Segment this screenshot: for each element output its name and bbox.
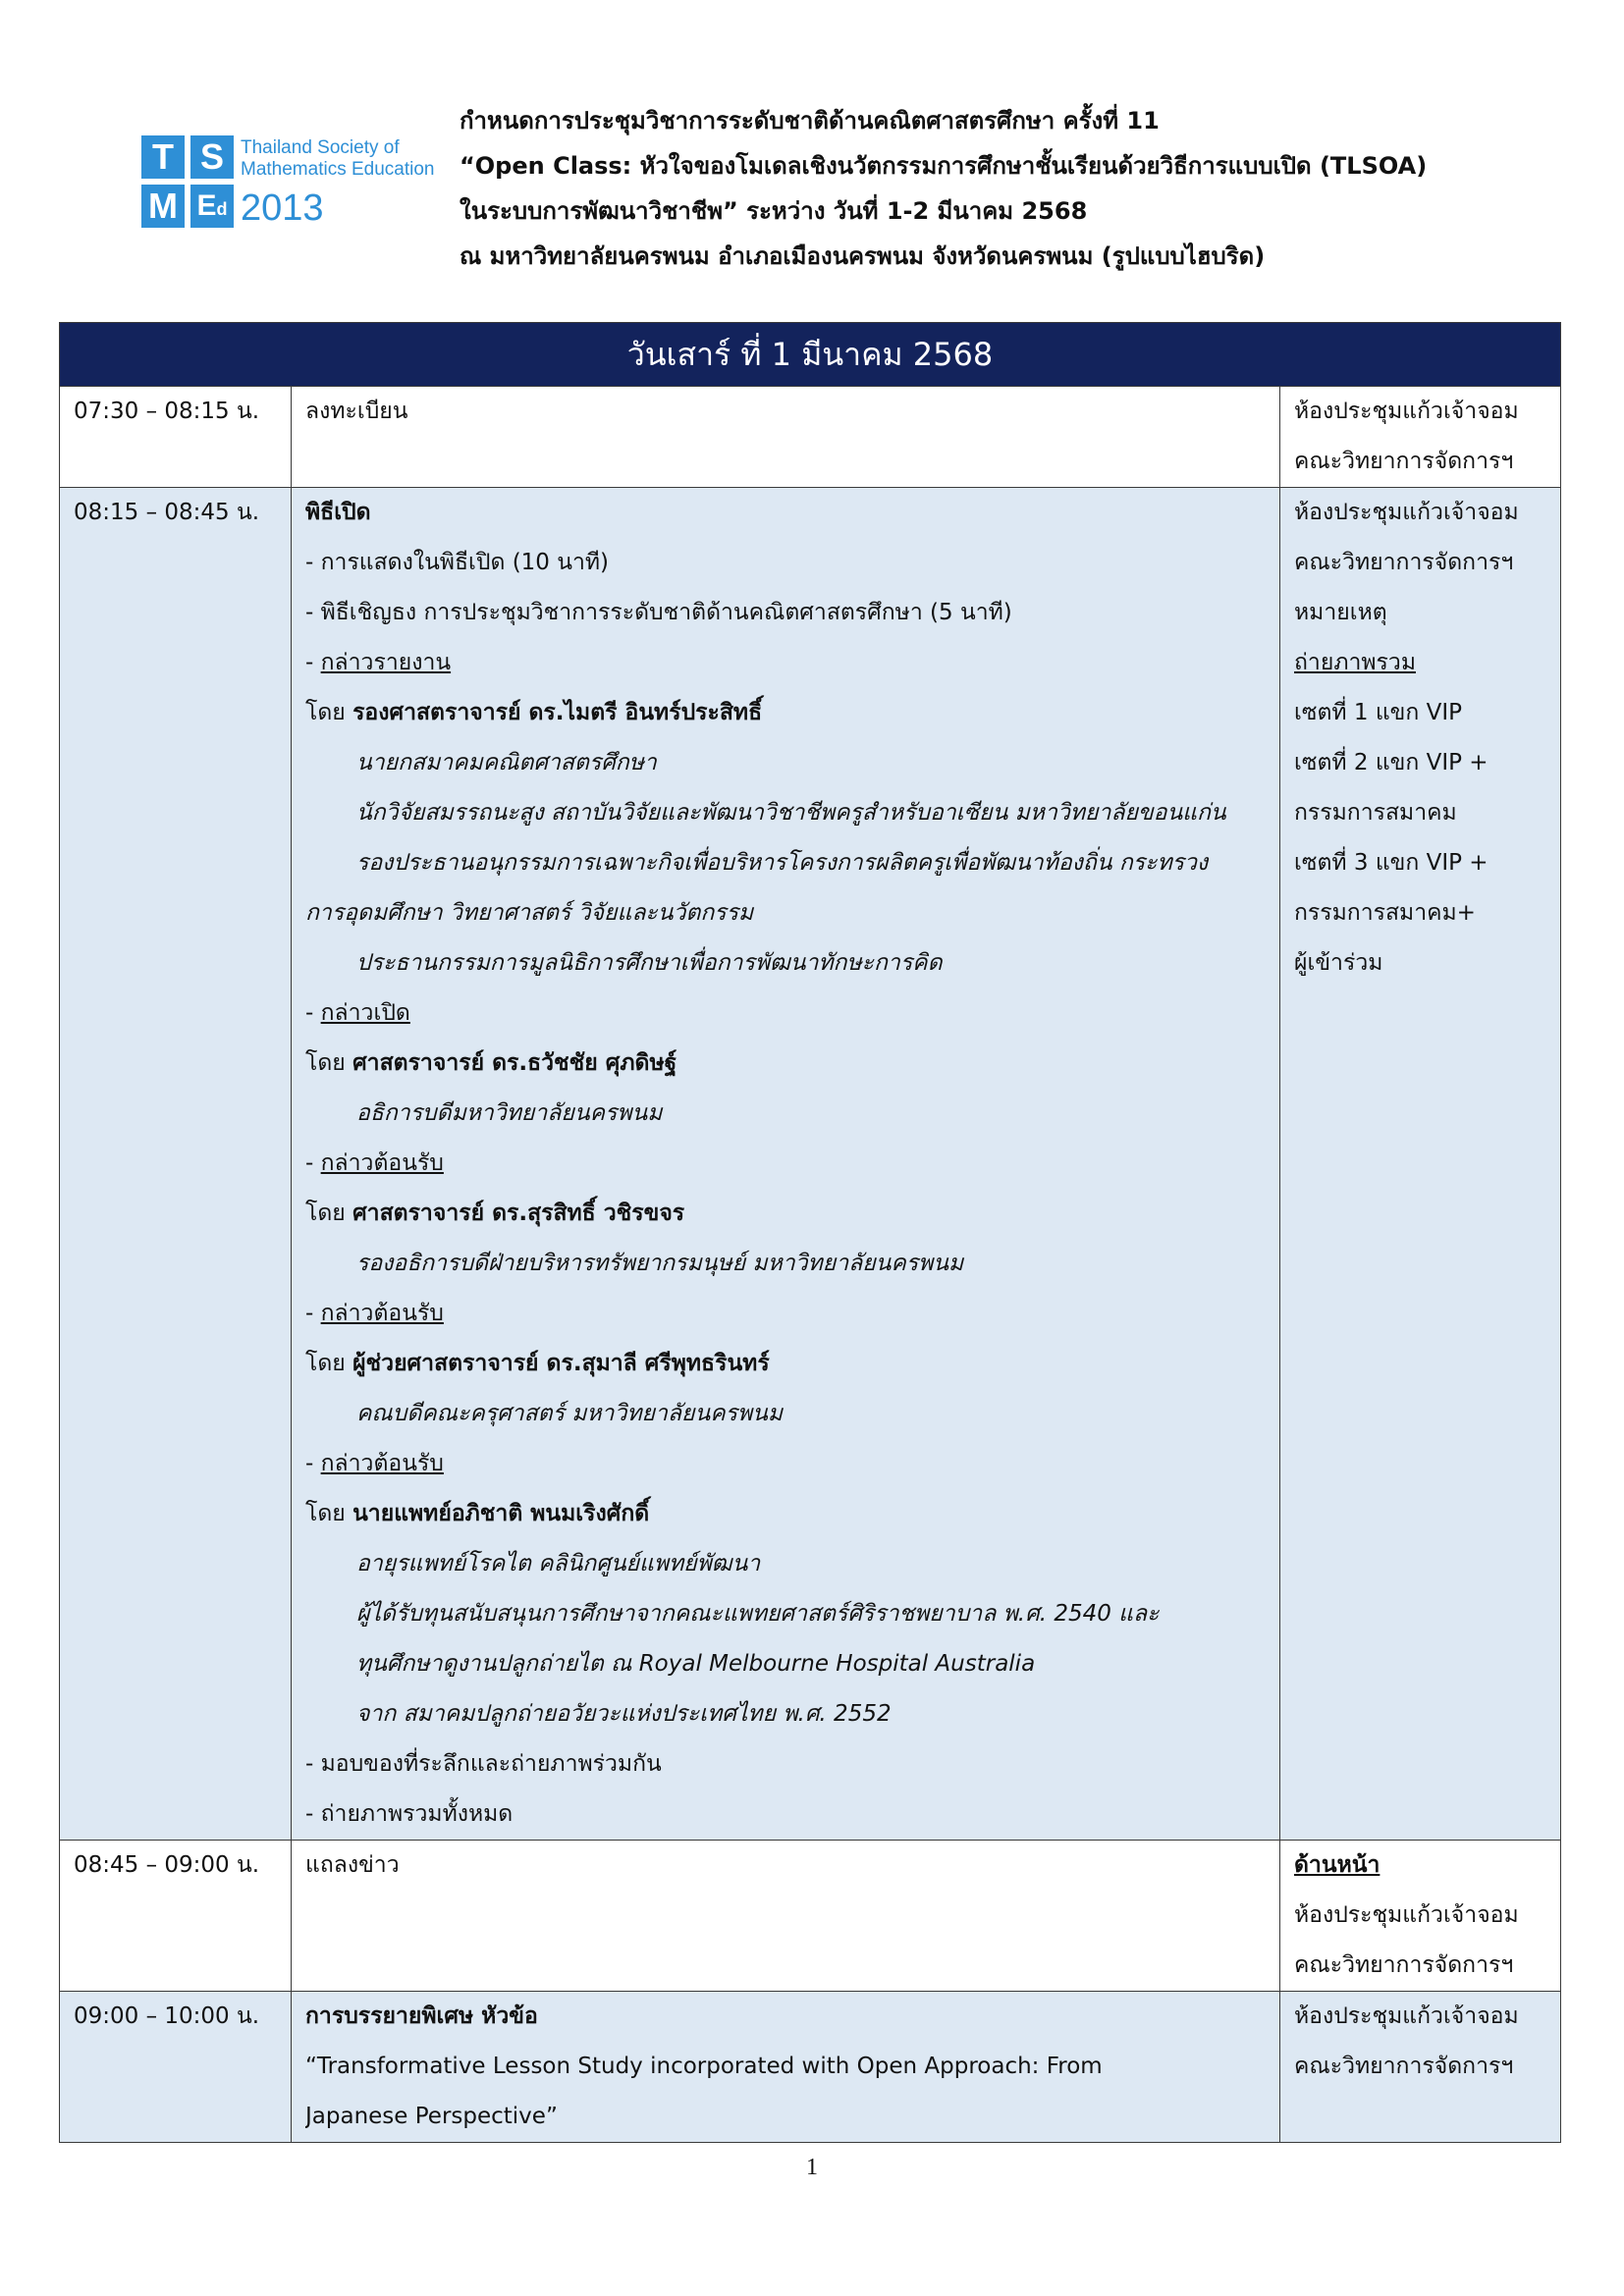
activity-cell bbox=[292, 387, 1280, 488]
lecture-title-line: Japanese Perspective” bbox=[305, 2104, 558, 2129]
speaker-title-continued: การอุดมศึกษา วิทยาศาสตร์ วิจัยและนวัตกรรม bbox=[305, 900, 754, 926]
speaker-title: ประธานกรรมการมูลนิธิการศึกษาเพื่อการพัฒนาทักษะการคิด bbox=[356, 950, 943, 976]
tsme-logo bbox=[139, 128, 454, 255]
header-line-3: ในระบบการพัฒนาวิชาชีพ” ระหว่าง วันที่ 1-2 มีนาคม 2568 bbox=[460, 197, 1088, 225]
front-area-label: ด้านหน้า bbox=[1294, 1852, 1380, 1878]
activity-heading: การบรรยายพิเศษ หัวข้อ bbox=[305, 2003, 538, 2029]
activity-line: แถลงข่าว bbox=[305, 1852, 400, 1878]
activity-line: - การแสดงในพิธีเปิด (10 นาที) bbox=[305, 550, 610, 575]
location-line: คณะวิทยาการจัดการฯ bbox=[1294, 449, 1514, 474]
day-header-row bbox=[60, 323, 1561, 387]
activity-line bbox=[305, 1489, 1266, 1539]
day-title: วันเสาร์ ที่ 1 มีนาคม 2568 bbox=[60, 323, 1561, 387]
note-label: หมายเหตุ bbox=[1294, 600, 1387, 625]
report-speech-label: กล่าวรายงาน bbox=[320, 650, 452, 675]
by-prefix: โดย bbox=[305, 1351, 353, 1376]
welcome-speech-label: กล่าวต้อนรับ bbox=[320, 1451, 444, 1476]
speaker-title: รองประธานอนุกรรมการเฉพาะกิจเพื่อบริหารโครงการผลิตครูเพื่อพัฒนาท้องถิ่น กระทรวง bbox=[356, 850, 1209, 876]
logo-tile-t: T bbox=[141, 135, 185, 179]
activity-line bbox=[305, 1189, 1266, 1239]
activity-cell bbox=[292, 1841, 1280, 1992]
schedule-table bbox=[59, 322, 1561, 2143]
activity-heading: พิธีเปิด bbox=[305, 500, 371, 525]
header-line-4: ณ มหาวิทยาลัยนครพนม อำเภอเมืองนครพนม จังหวัดนครพนม (รูปแบบไฮบริด) bbox=[460, 242, 1266, 270]
header-line-2: “Open Class: หัวใจของโมเดลเชิงนวัตกรรมการศึกษาชั้นเรียนด้วยวิธีการแบบเปิด (TLSOA) bbox=[460, 152, 1428, 180]
page-number: 1 bbox=[806, 2155, 818, 2180]
lecture-title-line: “Transformative Lesson Study incorporated with Open Approach: From bbox=[305, 2054, 1103, 2079]
activity-line bbox=[305, 1339, 1266, 1389]
by-prefix: โดย bbox=[305, 1201, 353, 1226]
logo-tile-m: M bbox=[141, 185, 185, 228]
location-line: ห้องประชุมแก้วเจ้าจอม bbox=[1294, 399, 1519, 424]
speaker-name: ศาสตราจารย์ ดร.สุรสิทธิ์ วชิรขจร bbox=[352, 1201, 685, 1226]
photo-set-line: กรรมการสมาคม bbox=[1294, 800, 1457, 826]
speaker-title: รองอธิการบดีฝ่ายบริหารทรัพยากรมนุษย์ มหาวิทยาลัยนครพนม bbox=[356, 1251, 964, 1276]
activity-line bbox=[305, 638, 1266, 688]
logo-year: 2013 bbox=[241, 187, 324, 229]
activity-line bbox=[305, 1439, 1266, 1489]
schedule-row-special-lecture bbox=[60, 1992, 1561, 2143]
speaker-name: รองศาสตราจารย์ ดร.ไมตรี อินทร์ประสิทธิ์ bbox=[352, 700, 763, 725]
schedule-row-opening-ceremony bbox=[60, 488, 1561, 1841]
activity-line: - พิธีเชิญธง การประชุมวิชาการระดับชาติด้านคณิตศาสตรศึกษา (5 นาที) bbox=[305, 600, 1012, 625]
logo-org-name bbox=[241, 137, 457, 181]
location-line: ห้องประชุมแก้วเจ้าจอม bbox=[1294, 500, 1519, 525]
location-line: ห้องประชุมแก้วเจ้าจอม bbox=[1294, 2003, 1519, 2029]
by-prefix: โดย bbox=[305, 1501, 353, 1526]
welcome-speech-label: กล่าวต้อนรับ bbox=[320, 1150, 444, 1176]
photo-set-line: เซตที่ 3 แขก VIP + bbox=[1294, 850, 1489, 876]
location-line: ห้องประชุมแก้วเจ้าจอม bbox=[1294, 1902, 1519, 1928]
location-cell bbox=[1280, 488, 1561, 1841]
dash-prefix: - bbox=[305, 1150, 321, 1176]
by-prefix: โดย bbox=[305, 700, 353, 725]
activity-line bbox=[305, 1289, 1266, 1339]
speaker-title: คณบดีคณะครุศาสตร์ มหาวิทยาลัยนครพนม bbox=[356, 1401, 784, 1426]
header-title-block bbox=[460, 98, 1569, 279]
dash-prefix: - bbox=[305, 1451, 321, 1476]
speaker-title: ทุนศึกษาดูงานปลูกถ่ายไต ณ Royal Melbourne Hospital Australia bbox=[356, 1651, 1036, 1677]
time-cell: 08:15 – 08:45 น. bbox=[60, 488, 292, 1841]
speaker-title: นายกสมาคมคณิตศาสตรศึกษา bbox=[356, 750, 657, 775]
activity-cell bbox=[292, 488, 1280, 1841]
logo-org-line2: Mathematics Education bbox=[241, 159, 435, 180]
welcome-speech-label: กล่าวต้อนรับ bbox=[320, 1301, 444, 1326]
dash-prefix: - bbox=[305, 1301, 321, 1326]
speaker-name: นายแพทย์อภิชาติ พนมเริงศักดิ์ bbox=[352, 1501, 650, 1526]
photo-set-line: ผู้เข้าร่วม bbox=[1294, 950, 1383, 976]
location-line: คณะวิทยาการจัดการฯ bbox=[1294, 1952, 1514, 1978]
header-line-1: กำหนดการประชุมวิชาการระดับชาติด้านคณิตศาสตรศึกษา ครั้งที่ 11 bbox=[460, 107, 1160, 134]
speaker-title: อายุรแพทย์โรคไต คลินิกศูนย์แพทย์พัฒนา bbox=[356, 1551, 761, 1576]
activity-line: ลงทะเบียน bbox=[305, 399, 408, 424]
logo-tile-ed bbox=[190, 185, 234, 228]
activity-line: - ถ่ายภาพรวมทั้งหมด bbox=[305, 1801, 514, 1827]
speaker-name: ศาสตราจารย์ ดร.ธวัชชัย ศุภดิษฐ์ bbox=[352, 1050, 677, 1076]
group-photo-label: ถ่ายภาพรวม bbox=[1294, 650, 1416, 675]
speaker-name: ผู้ช่วยศาสตราจารย์ ดร.สุมาลี ศรีพุทธรินทร์ bbox=[352, 1351, 770, 1376]
speaker-title: ผู้ได้รับทุนสนับสนุนการศึกษาจากคณะแพทยศาสตร์ศิริราชพยาบาล พ.ศ. 2540 และ bbox=[356, 1601, 1160, 1627]
logo-letter-d: d bbox=[216, 199, 228, 219]
location-cell bbox=[1280, 1992, 1561, 2143]
photo-set-line: เซตที่ 2 แขก VIP + bbox=[1294, 750, 1489, 775]
activity-line: - มอบของที่ระลึกและถ่ายภาพร่วมกัน bbox=[305, 1751, 662, 1777]
speaker-title: นักวิจัยสมรรถนะสูง สถาบันวิจัยและพัฒนาวิชาชีพครูสำหรับอาเซียน มหาวิทยาลัยขอนแก่น bbox=[356, 800, 1226, 826]
location-cell bbox=[1280, 1841, 1561, 1992]
logo-letter-e: E bbox=[196, 189, 217, 222]
speaker-title: จาก สมาคมปลูกถ่ายอวัยวะแห่งประเทศไทย พ.ศ. 2552 bbox=[356, 1701, 892, 1727]
location-line: คณะวิทยาการจัดการฯ bbox=[1294, 550, 1514, 575]
opening-speech-label: กล่าวเปิด bbox=[320, 1000, 410, 1026]
activity-cell bbox=[292, 1992, 1280, 2143]
schedule-row-registration bbox=[60, 387, 1561, 488]
schedule-row-press-conference bbox=[60, 1841, 1561, 1992]
location-cell bbox=[1280, 387, 1561, 488]
document-header bbox=[0, 0, 1624, 314]
dash-prefix: - bbox=[305, 650, 321, 675]
logo-tile-s: S bbox=[190, 135, 234, 179]
photo-set-line: เซตที่ 1 แขก VIP bbox=[1294, 700, 1462, 725]
logo-org-line1: Thailand Society of bbox=[241, 137, 400, 158]
activity-line bbox=[305, 688, 1266, 738]
photo-set-line: กรรมการสมาคม+ bbox=[1294, 900, 1476, 926]
dash-prefix: - bbox=[305, 1000, 321, 1026]
location-line: คณะวิทยาการจัดการฯ bbox=[1294, 2054, 1514, 2079]
time-cell: 08:45 – 09:00 น. bbox=[60, 1841, 292, 1992]
activity-line bbox=[305, 1139, 1266, 1189]
by-prefix: โดย bbox=[305, 1050, 353, 1076]
speaker-title: อธิการบดีมหาวิทยาลัยนครพนม bbox=[356, 1100, 663, 1126]
activity-line bbox=[305, 988, 1266, 1039]
time-cell: 07:30 – 08:15 น. bbox=[60, 387, 292, 488]
activity-line bbox=[305, 1039, 1266, 1089]
time-cell: 09:00 – 10:00 น. bbox=[60, 1992, 292, 2143]
